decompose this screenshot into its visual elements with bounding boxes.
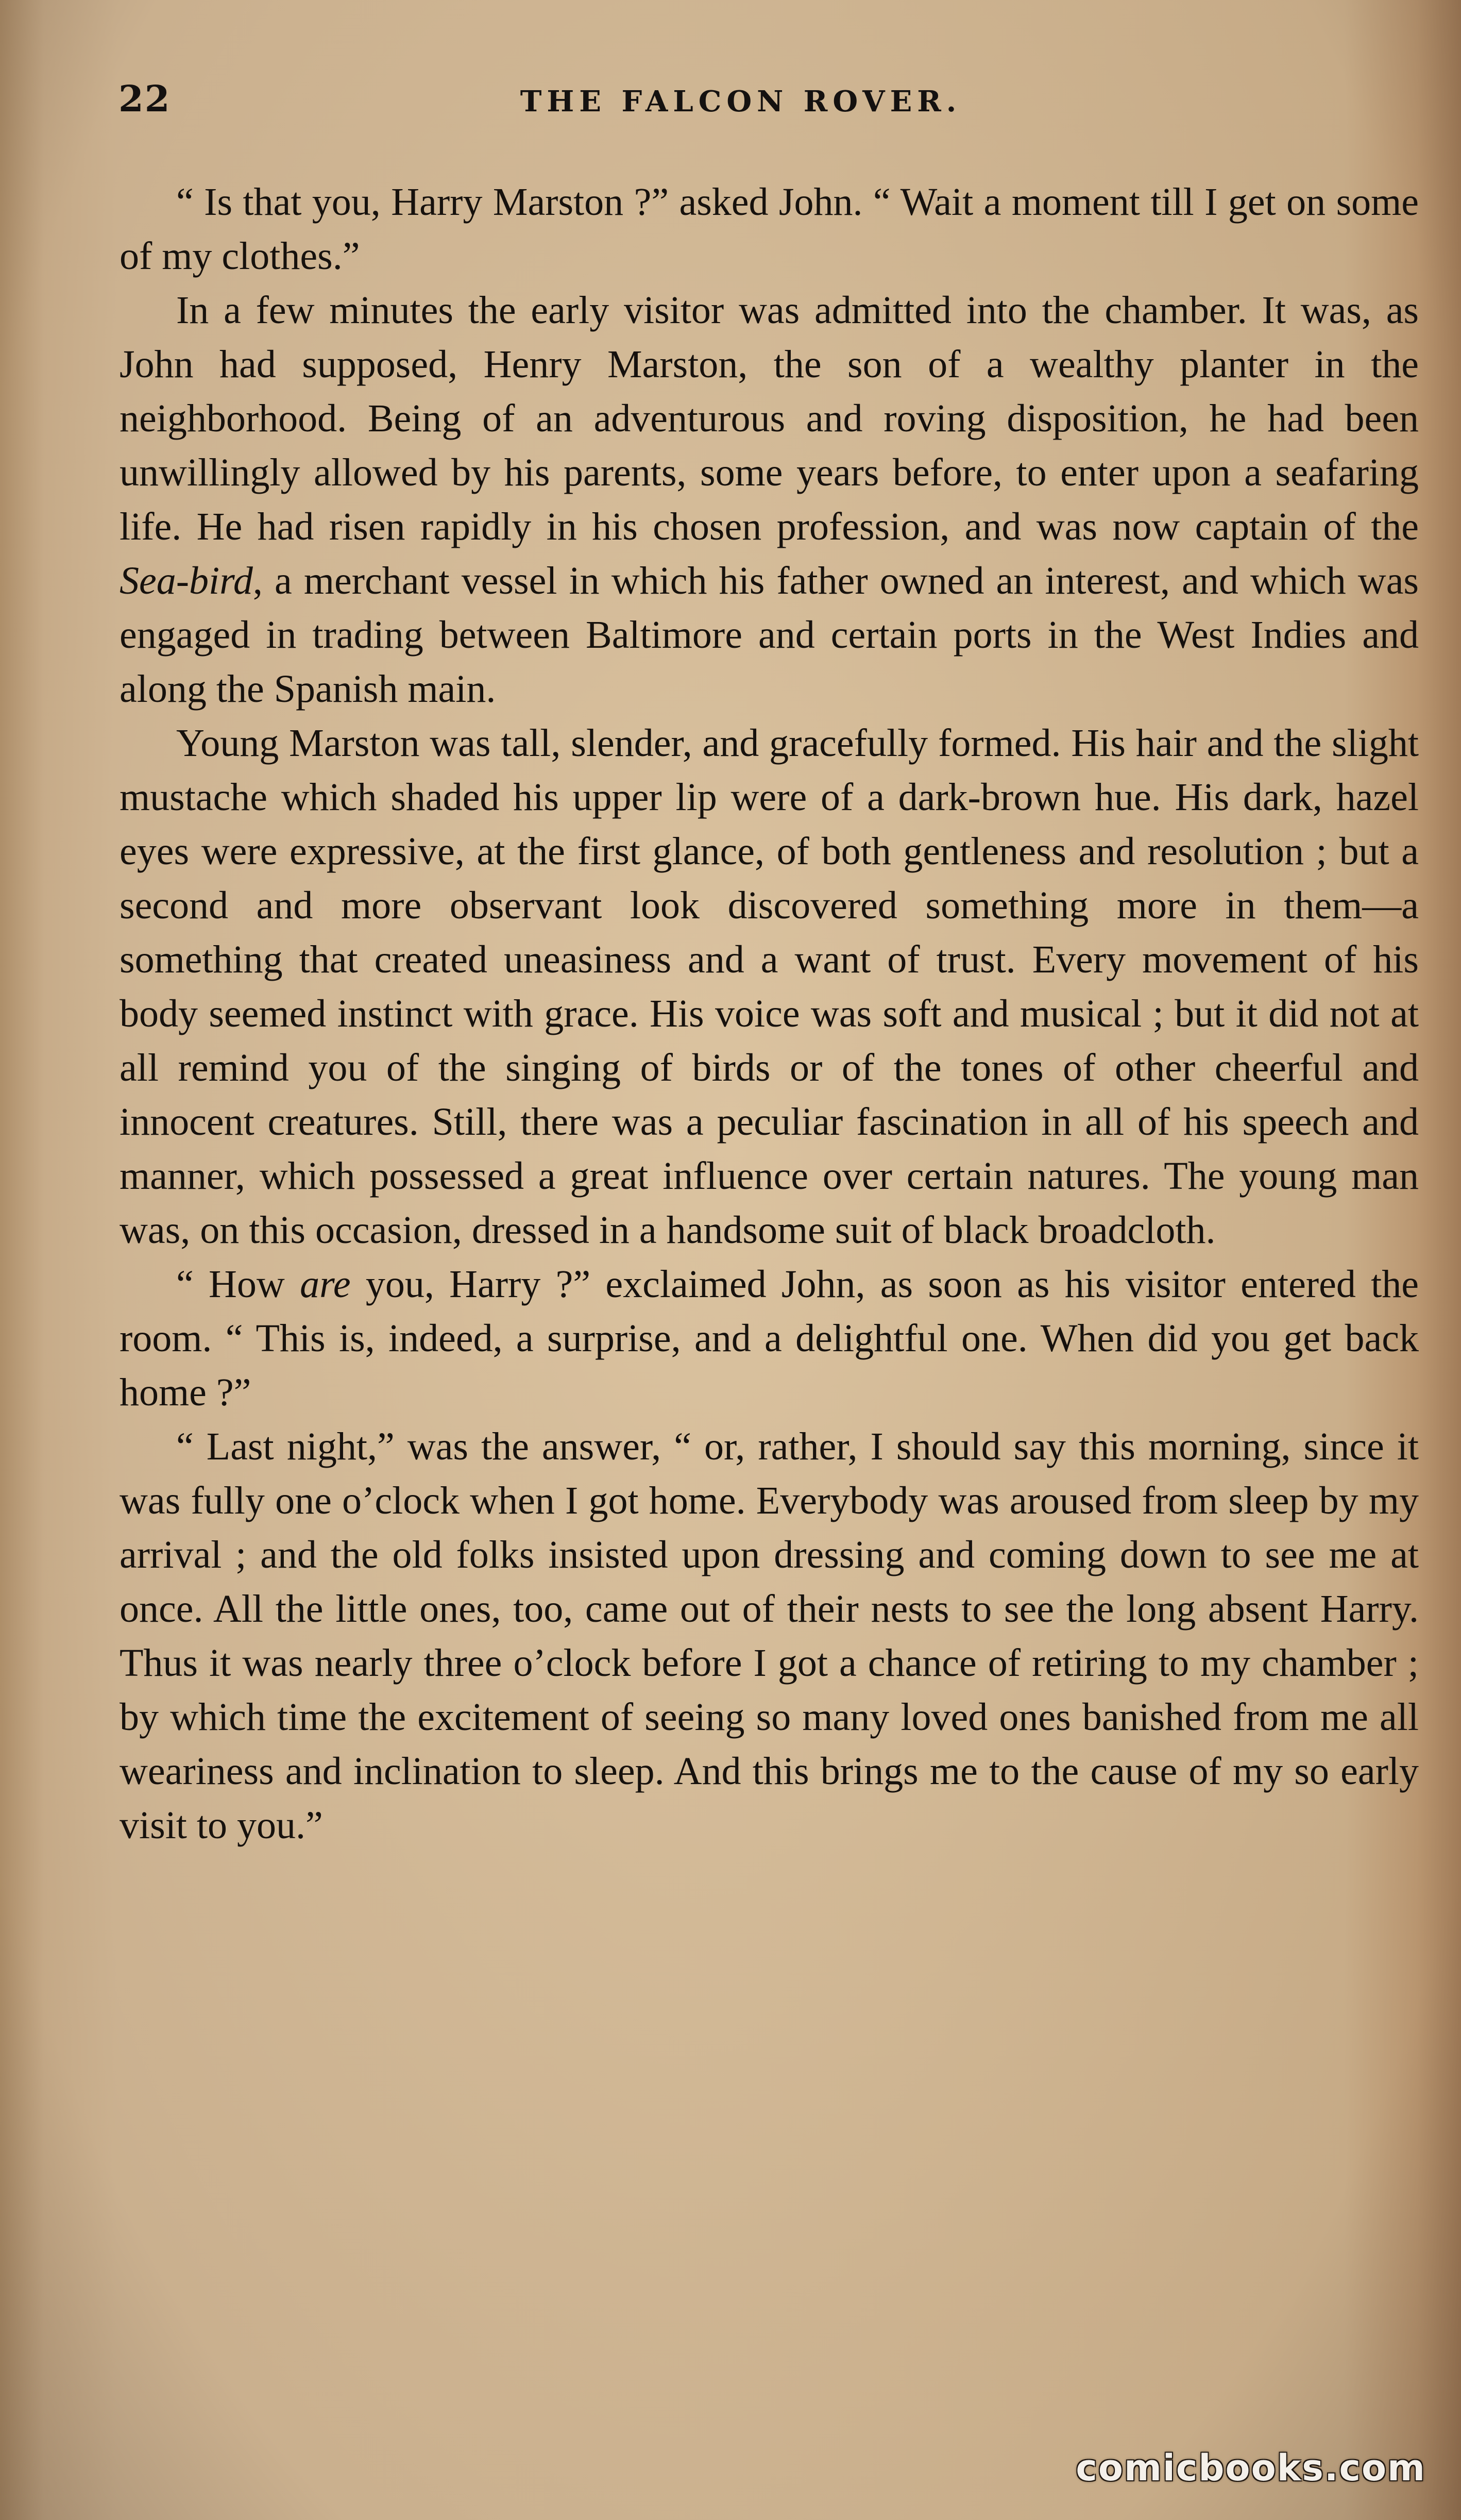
page-number: 22 (118, 77, 171, 120)
paragraph (120, 1257, 1419, 1420)
paragraph (120, 1420, 1419, 1853)
text-run: “ Last night,” was the answer, “ or, rather, I should say this morning, since it was fully one o’clock when I got home. Everybody was aroused from sleep by my arrival ; and the old folks insisted upon dressing and coming down to see me at once. All the little ones, too, came out of their nests to see the long absent Harry. Thus it was nearly three o’clock before I got a chance of retiring to my chamber ; by which time the excitement of seeing so many loved ones banished from me all weariness and inclination to sleep. And this brings me to the cause of my so early visit to you.” (120, 1425, 1419, 1847)
text-run: , a merchant vessel in which his father owned an interest, and which was engaged in trading between Baltimore and certain ports in the West Indies and along the Spanish main. (120, 559, 1419, 711)
text-run: In a few minutes the early visitor was admitted into the chamber. It was, as John had supposed, Henry Marston, the son of a wealthy planter in the neighborhood. Being of an adventurous and roving disposition, he had been unwillingly allowed by his parents, some years before, to enter upon a seafaring life. He had risen rapidly in his chosen profession, and was now captain of the (120, 289, 1419, 548)
paragraph (120, 716, 1419, 1257)
text-run: “ Is that you, Harry Marston ?” asked John. “ Wait a moment till I get on some of my clothes.” (120, 180, 1419, 278)
page-header (118, 77, 1363, 129)
body-text (120, 175, 1419, 1853)
text-run: Young Marston was tall, slender, and gracefully formed. His hair and the slight mustache which shaded his upper lip were of a dark-brown hue. His dark, hazel eyes were expressive, at the first glance, of both gentleness and resolution ; but a second and more observant look discovered something more in them—a something that created uneasiness and a want of trust. Every movement of his body seemed instinct with grace. His voice was soft and musical ; but it did not at all remind you of the singing of birds or of the tones of other cheerful and innocent creatures. Still, there was a peculiar fascination in all of his speech and manner, which possessed a great influence over certain natures. The young man was, on this occasion, dressed in a handsome suit of black broadcloth. (120, 721, 1419, 1252)
site-watermark: comicbooks.com (1076, 2447, 1426, 2489)
running-title: THE FALCON ROVER. (520, 85, 962, 119)
paragraph (120, 283, 1419, 716)
text-run: “ How (176, 1263, 300, 1306)
italic-text: are (300, 1263, 351, 1306)
text-run: you, Harry ?” exclaimed John, as soon as his visitor entered the room. “ This is, indeed, a surprise, and a delightful one. When did you get back home ?” (120, 1263, 1419, 1414)
paragraph (120, 175, 1419, 283)
italic-text: Sea-bird (120, 559, 253, 602)
